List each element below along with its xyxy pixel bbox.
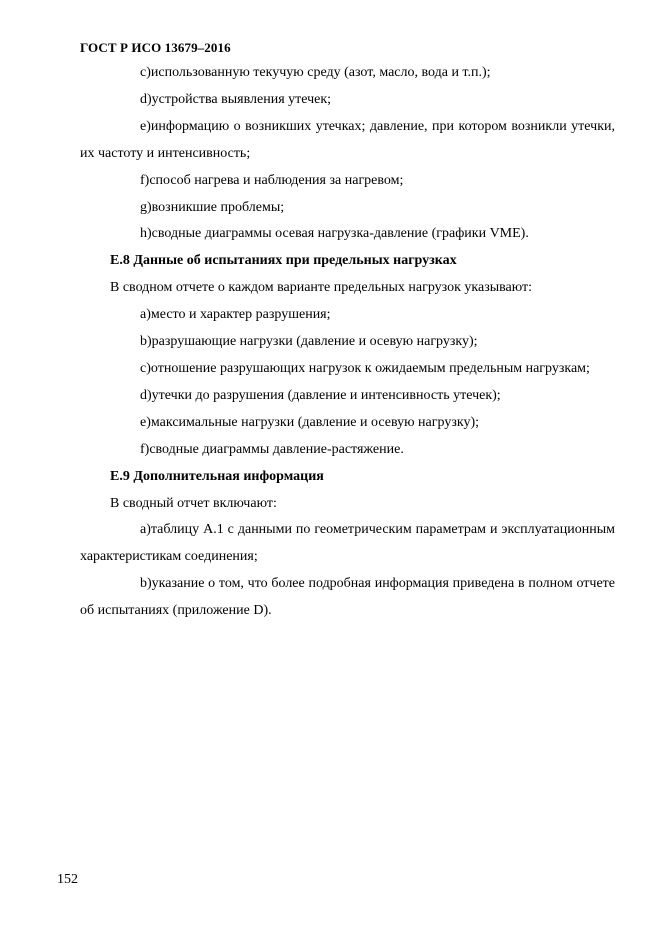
list-item-text: сводные диаграммы давление-растяжение. — [149, 441, 404, 457]
list-item-text: использованную текучую среду (азот, масло, вода и т.п.); — [150, 65, 491, 80]
list-item-text: максимальные нагрузки (давление и осевую нагрузку); — [150, 414, 480, 430]
list-marker: c) — [140, 65, 151, 80]
list-marker: d) — [140, 387, 152, 403]
section-intro-e8: В сводном отчете о каждом варианте предельных нагрузок указывают: — [110, 280, 533, 296]
document-body — [80, 60, 615, 625]
list-item-text: способ нагрева и наблюдения за нагревом; — [149, 172, 404, 188]
page-number: 152 — [57, 872, 78, 887]
list-item — [80, 60, 615, 87]
list-item — [80, 302, 615, 329]
list-item — [80, 517, 615, 571]
list-item — [80, 114, 615, 168]
list-item-text: устройства выявления утечек; — [151, 91, 332, 107]
list-item-text: утечки до разрушения (давление и интенсивность утечек); — [151, 387, 501, 403]
list-marker: a) — [140, 307, 151, 323]
list-item — [80, 329, 615, 356]
list-item — [80, 168, 615, 195]
list-marker: e) — [140, 118, 151, 134]
list-item-text: возникшие проблемы; — [151, 199, 285, 215]
list-marker: b) — [140, 576, 152, 592]
list-item-text: место и характер разрушения; — [150, 307, 331, 323]
section-heading-e8: Е.8 Данные об испытаниях при предельных нагрузках — [110, 253, 457, 269]
list-marker: f) — [140, 441, 150, 457]
list-item-text: разрушающие нагрузки (давление и осевую нагрузку); — [151, 334, 478, 350]
section-intro-e9: В сводный отчет включают: — [110, 495, 277, 511]
list-item — [80, 383, 615, 410]
list-marker: b) — [140, 334, 152, 350]
list-marker: g) — [140, 199, 152, 215]
list-item — [80, 410, 615, 437]
list-marker: d) — [140, 91, 152, 107]
list-item-text: отношение разрушающих нагрузок к ожидаемым предельным нагрузкам; — [150, 360, 590, 376]
document-header: ГОСТ Р ИСО 13679–2016 — [80, 40, 231, 55]
list-item-text: сводные диаграммы осевая нагрузка-давление (графики VME). — [151, 226, 529, 242]
list-item-text: указание о том, что более подробная информация приведена в полном отчете об испытаниях (приложение D). — [80, 576, 615, 619]
list-item — [80, 571, 615, 625]
list-item-text: информацию о возникших утечках; давление, при котором возникли утечки, их частоту и интенсивность; — [80, 118, 615, 161]
list-item — [80, 356, 615, 383]
list-item — [80, 437, 615, 464]
list-item-text: таблицу А.1 с данными по геометрическим параметрам и эксплуатационным характеристикам соединения; — [80, 522, 615, 565]
list-item — [80, 87, 615, 114]
list-item — [80, 221, 615, 248]
list-marker: e) — [140, 414, 151, 430]
list-marker: f) — [140, 172, 150, 188]
list-marker: a) — [140, 522, 151, 538]
section-heading-e9: Е.9 Дополнительная информация — [110, 468, 324, 484]
list-marker: c) — [140, 360, 151, 376]
list-item — [80, 195, 615, 222]
list-marker: h) — [140, 226, 152, 242]
